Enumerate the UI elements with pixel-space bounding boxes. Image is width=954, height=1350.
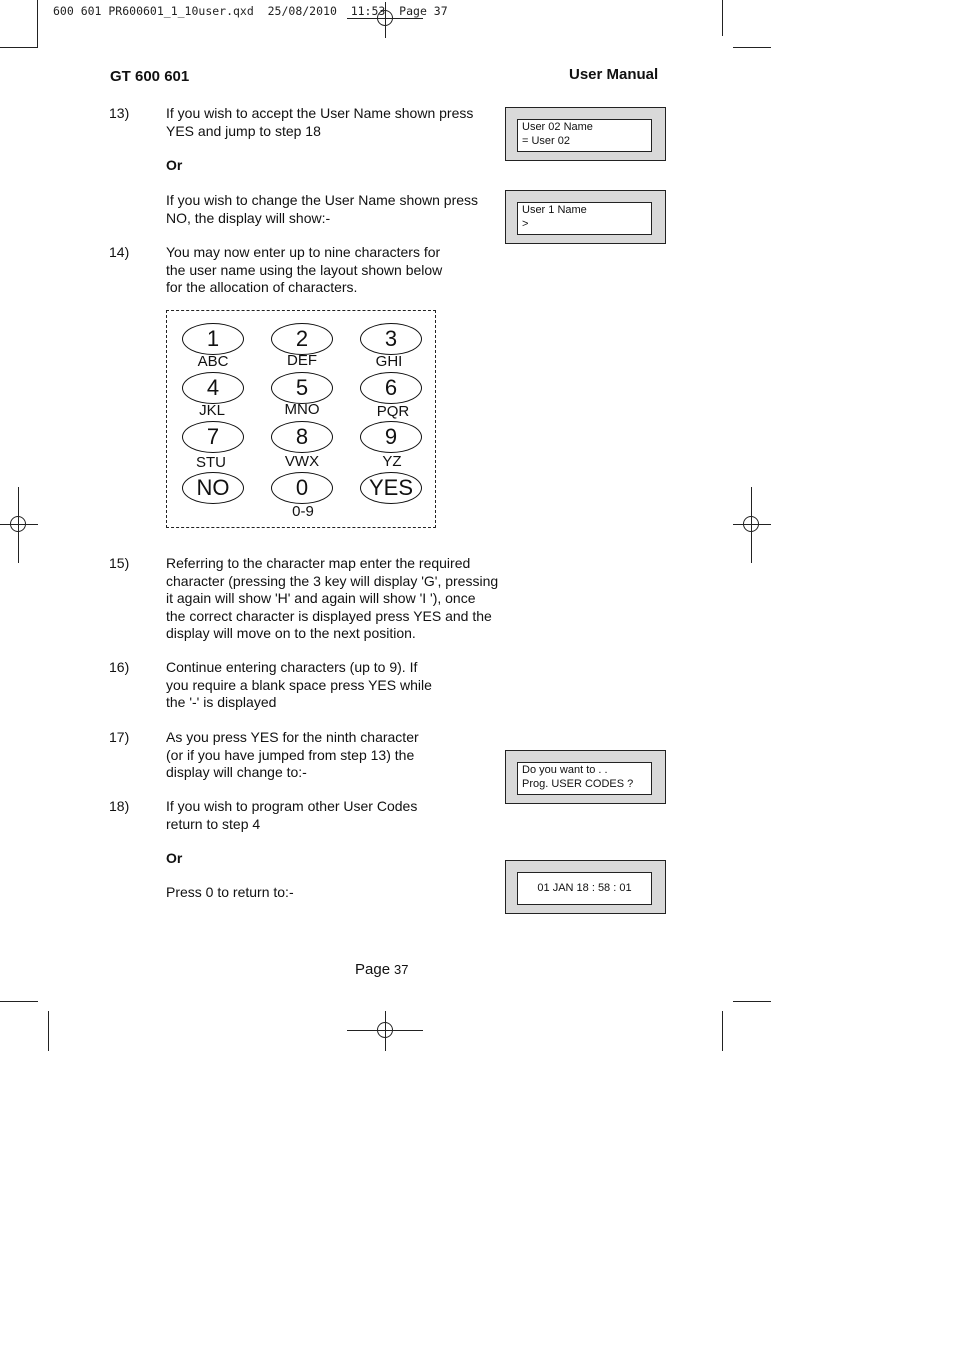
key-3: 3 [360,323,422,355]
key-9-letters: YZ [382,453,402,470]
step-13-number: 13) [109,105,130,121]
step-16-text: Continue entering characters (up to 9). If you require a blank space press YES while the '-' is displayed [166,659,432,710]
key-7: 7 [182,421,244,453]
key-2-letters: DEF [287,352,317,369]
page-footer [355,961,409,978]
lcd-display-enter-name: User 1 Name > [505,190,666,244]
key-no: NO [182,472,244,504]
or-label-2: Or [166,850,183,866]
key-4-letters: JKL [199,402,225,419]
key-5-letters: MNO [284,401,320,418]
step-17-text: As you press YES for the ninth character (or if you have jumped from step 13) the display will change to:- [166,729,419,780]
step-13b-text: If you wish to change the User Name shown press NO, the display will show:- [166,192,479,226]
key-0-digits: 0-9 [292,503,314,520]
step-13-text: If you wish to accept the User Name shown press YES and jump to step 18 [166,105,474,139]
key-0: 0 [271,472,333,504]
step-14-number: 14) [109,244,130,260]
step-18b-text: Press 0 to return to:- [166,884,294,900]
key-6-letters: PQR [376,403,410,420]
key-4: 4 [182,372,244,404]
key-1: 1 [182,323,244,355]
key-yes: YES [360,472,422,504]
key-6: 6 [360,372,422,404]
step-15-text: Referring to the character map enter the required character (pressing the 3 key will display 'G', pressing it again will show 'H' and again will show 'I '), once the correct character is displayed press YES and the display will move on to the next position. [166,555,499,641]
page-number: 37 [394,962,409,977]
print-slug: 600 601 PR600601_1_10user.qxd 25/08/2010 11:53 Page 37 [53,4,448,18]
or-label: Or [166,157,183,173]
keypad-diagram [166,310,436,528]
key-5: 5 [271,372,333,404]
lcd-display-user-name: User 02 Name = User 02 [505,107,666,161]
lcd-display-clock: 01 JAN 18 : 58 : 01 [505,860,666,914]
key-2: 2 [271,323,333,355]
step-16-number: 16) [109,659,130,675]
manual-title: User Manual [569,66,659,83]
key-9: 9 [360,421,422,453]
key-8-letters: VWX [284,453,320,470]
model-heading: GT 600 601 [110,68,190,85]
page-label: Page [355,961,391,978]
key-7-letters: STU [196,454,226,471]
key-3-letters: GHI [375,353,403,370]
step-14-text: You may now enter up to nine characters for the user name using the layout shown below for the allocation of characters. [166,244,443,295]
step-15-number: 15) [109,555,130,571]
step-17-number: 17) [109,729,130,745]
key-1-letters: ABC [197,353,229,370]
lcd-display-prog-codes: Do you want to . . Prog. USER CODES ? [505,750,666,804]
key-8: 8 [271,421,333,453]
step-18-text: If you wish to program other User Codes return to step 4 [166,798,418,832]
step-18-number: 18) [109,798,130,814]
